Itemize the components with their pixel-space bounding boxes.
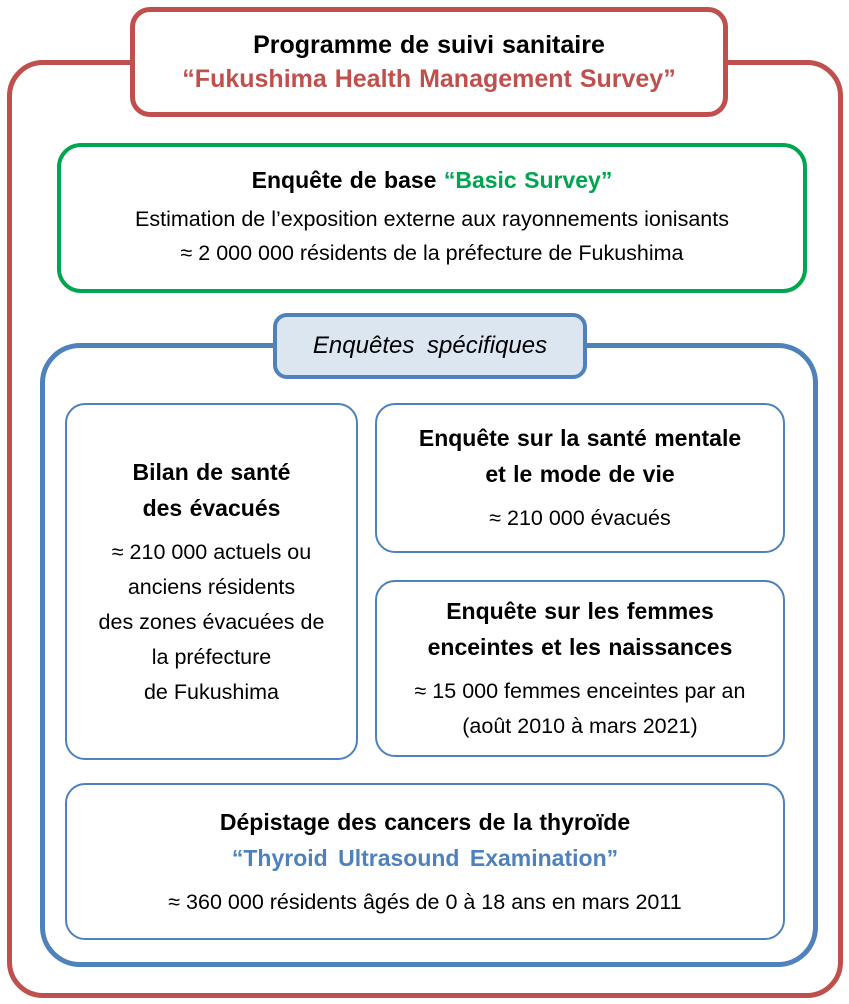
evacuee-health-body-line1: ≈ 210 000 actuels ou xyxy=(111,539,312,564)
thyroid-screening-subtitle-english: “Thyroid Ultrasound Examination” xyxy=(231,844,619,871)
pregnancy-survey-body-line1: ≈ 15 000 femmes enceintes par an xyxy=(414,679,746,703)
basic-survey-title-french: Enquête de base xyxy=(251,166,437,193)
basic-survey-box xyxy=(57,143,807,293)
evacuee-health-body-line3: des zones évacuées de xyxy=(98,609,325,634)
evacuee-health-title-line1: Bilan de santé xyxy=(132,458,291,485)
program-title-french: Programme de suivi sanitaire xyxy=(253,31,605,59)
mental-health-title-line1: Enquête sur la santé mentale xyxy=(418,425,742,451)
evacuee-health-body-line4: la préfecture xyxy=(151,644,272,669)
pregnancy-survey-title-line2: enceintes et les naissances xyxy=(427,634,733,660)
mental-health-box xyxy=(375,403,785,553)
thyroid-screening-body: ≈ 360 000 résidents âgés de 0 à 18 ans en mars 2011 xyxy=(168,889,682,914)
basic-survey-description: Estimation de l’exposition externe aux rayonnements ionisants xyxy=(135,206,729,231)
specific-surveys-tab xyxy=(273,313,587,379)
program-title-box xyxy=(130,7,728,117)
mental-health-body: ≈ 210 000 évacués xyxy=(489,506,671,530)
evacuee-health-body-line2: anciens résidents xyxy=(127,574,296,599)
basic-survey-title xyxy=(252,167,613,194)
thyroid-screening-box xyxy=(65,783,785,940)
evacuee-health-title-line2: des évacués xyxy=(142,494,281,521)
evacuee-health-body-line5: de Fukushima xyxy=(143,679,280,704)
pregnancy-survey-body-line2: (août 2010 à mars 2021) xyxy=(462,714,698,738)
pregnancy-survey-box xyxy=(375,580,785,757)
program-title-english: “Fukushima Health Management Survey” xyxy=(182,65,676,93)
mental-health-title-line2: et le mode de vie xyxy=(485,461,675,487)
thyroid-screening-title: Dépistage des cancers de la thyroïde xyxy=(219,808,631,835)
basic-survey-population: ≈ 2 000 000 résidents de la préfecture de Fukushima xyxy=(180,240,684,265)
pregnancy-survey-title-line1: Enquête sur les femmes xyxy=(446,598,714,624)
basic-survey-title-english: “Basic Survey” xyxy=(443,166,613,193)
evacuee-health-box xyxy=(65,403,358,760)
specific-surveys-tab-label: Enquêtes spécifiques xyxy=(312,332,548,359)
